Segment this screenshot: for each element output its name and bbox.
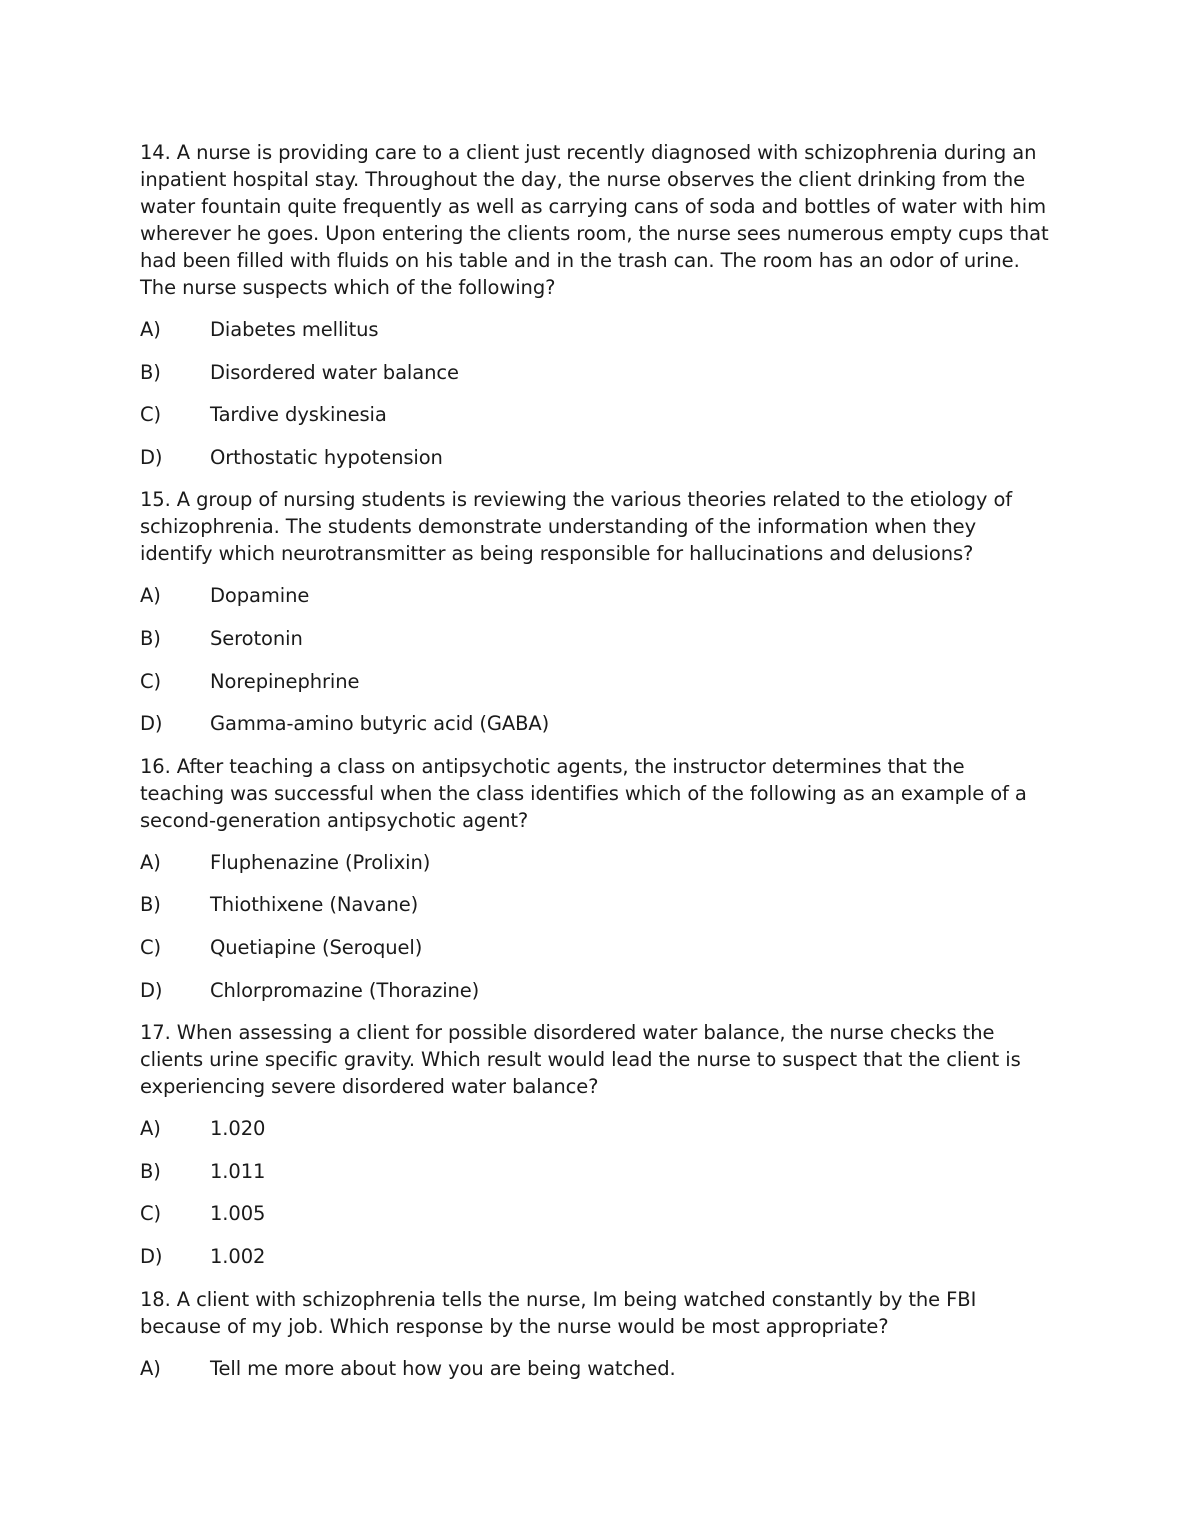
option-text: Serotonin bbox=[210, 626, 303, 650]
option-text: Dopamine bbox=[210, 584, 310, 608]
option-text: Quetiapine (Seroquel) bbox=[210, 935, 423, 959]
question-text: 15. A group of nursing students is reviewing the various theories related to the etiology of schizophrenia. The students demonstrate understanding of the information when they identify which neurotransmitter as being responsible for hallucinations and delusions? bbox=[140, 488, 1013, 566]
option-text: Gamma-amino butyric acid (GABA) bbox=[210, 712, 550, 736]
option-b bbox=[140, 625, 1050, 652]
option-a bbox=[140, 316, 1050, 343]
option-b bbox=[140, 1158, 1050, 1185]
option-text: 1.011 bbox=[210, 1159, 266, 1183]
option-d bbox=[140, 1243, 1050, 1270]
option-text: Tardive dyskinesia bbox=[210, 403, 387, 427]
option-letter: C) bbox=[140, 669, 162, 693]
option-text: 1.002 bbox=[210, 1244, 266, 1268]
option-b bbox=[140, 891, 1050, 918]
option-letter: C) bbox=[140, 1202, 162, 1226]
option-letter: D) bbox=[140, 712, 163, 736]
option-c bbox=[140, 934, 1050, 961]
option-text: Disordered water balance bbox=[210, 360, 459, 384]
option-a bbox=[140, 849, 1050, 876]
question-text: 18. A client with schizophrenia tells the nurse, Im being watched constantly by the FBI because of my job. Which response by the nurse would be most appropriate? bbox=[140, 1287, 977, 1338]
option-letter: B) bbox=[140, 360, 161, 384]
question-16 bbox=[140, 753, 1050, 1004]
option-text: Orthostatic hypotension bbox=[210, 445, 443, 469]
option-letter: C) bbox=[140, 403, 162, 427]
option-letter: D) bbox=[140, 978, 163, 1002]
question-17 bbox=[140, 1019, 1050, 1270]
option-a bbox=[140, 1355, 1050, 1382]
option-c bbox=[140, 1200, 1050, 1227]
option-letter: C) bbox=[140, 935, 162, 959]
option-c bbox=[140, 401, 1050, 428]
option-text: Diabetes mellitus bbox=[210, 318, 379, 341]
option-text: 1.020 bbox=[210, 1117, 266, 1141]
option-letter: B) bbox=[140, 626, 161, 650]
option-letter: B) bbox=[140, 1159, 161, 1183]
option-d bbox=[140, 977, 1050, 1004]
question-14 bbox=[140, 139, 1050, 471]
option-letter: A) bbox=[140, 584, 161, 608]
option-letter: A) bbox=[140, 1117, 161, 1141]
option-text: Norepinephrine bbox=[210, 669, 360, 693]
option-d bbox=[140, 710, 1050, 737]
option-letter: B) bbox=[140, 893, 161, 917]
question-text: 14. A nurse is providing care to a client just recently diagnosed with schizophrenia during an inpatient hospital stay. Throughout the day, the nurse observes the client drinking from the water fountain quite frequently as well as carrying cans of soda and bottles of water with him wherever he goes. Upon entering the clients room, the nurse sees numerous empty cups that had been filled with fluids on his table and in the trash can. The room has an odor of urine. The nurse suspects which of the following? bbox=[140, 141, 1049, 299]
question-text: 17. When assessing a client for possible disordered water balance, the nurse checks the clients urine specific gravity. Which result would lead the nurse to suspect that the client is experiencing severe disordered water balance? bbox=[140, 1021, 1021, 1099]
question-text: 16. After teaching a class on antipsychotic agents, the instructor determines that the teaching was successful when the class identifies which of the following as an example of a second-generation antipsychotic agent? bbox=[140, 754, 1027, 832]
option-text: Chlorpromazine (Thorazine) bbox=[210, 978, 480, 1002]
question-15 bbox=[140, 486, 1050, 737]
option-letter: A) bbox=[140, 1356, 161, 1380]
option-text: Thiothixene (Navane) bbox=[210, 893, 419, 917]
question-18 bbox=[140, 1286, 1050, 1382]
option-b bbox=[140, 359, 1050, 386]
option-text: Tell me more about how you are being watched. bbox=[210, 1356, 676, 1380]
option-letter: A) bbox=[140, 850, 161, 874]
document-page bbox=[140, 139, 1050, 1397]
option-letter: A) bbox=[140, 318, 161, 341]
option-letter: D) bbox=[140, 1244, 163, 1268]
option-letter: D) bbox=[140, 445, 163, 469]
option-text: Fluphenazine (Prolixin) bbox=[210, 850, 431, 874]
option-text: 1.005 bbox=[210, 1202, 266, 1226]
option-c bbox=[140, 668, 1050, 695]
option-a bbox=[140, 1115, 1050, 1142]
option-a bbox=[140, 582, 1050, 609]
option-d bbox=[140, 444, 1050, 471]
